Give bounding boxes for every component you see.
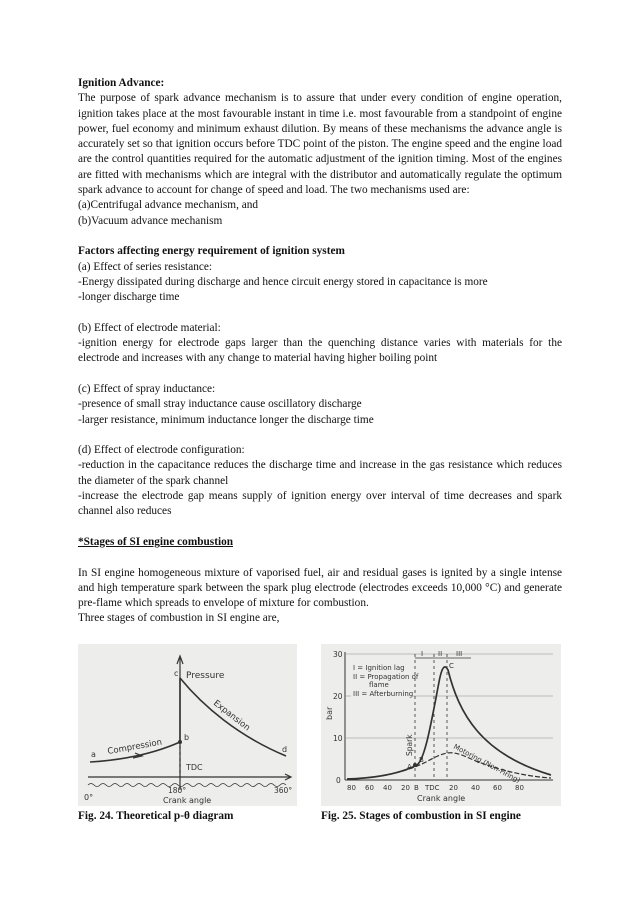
x-tick: TDC bbox=[425, 784, 440, 792]
label-expansion: Expansion bbox=[211, 698, 252, 734]
x-tick: 80 bbox=[515, 784, 524, 792]
point-a-marker bbox=[413, 763, 417, 767]
crank-axis-wave bbox=[88, 784, 286, 787]
figure-combustion-stages bbox=[321, 644, 561, 806]
ignition-advance-heading: Ignition Advance: bbox=[78, 77, 165, 89]
mechanism-item-b: (b)Vacuum advance mechanism bbox=[78, 214, 223, 227]
point-b-label: B bbox=[419, 756, 424, 764]
motoring-label: Motoring (Non-Firing) bbox=[452, 742, 522, 785]
factor-c-title: (c) Effect of spray inductance: bbox=[78, 382, 216, 395]
p-theta-svg bbox=[78, 644, 297, 806]
y-tick-30: 30 bbox=[333, 650, 343, 659]
stages-paragraph: In SI engine homogeneous mixture of vaporised fuel, air and residual gases is ignited by a single intense and high temperature spark between the spark plug electrode (electrodes exceeds 10,000 °C) and generate pre-flame which spreads to envelope of mixture for combustion. bbox=[78, 566, 562, 610]
x-tick: 80 bbox=[347, 784, 356, 792]
x-axis-label: Crank angle bbox=[417, 794, 466, 803]
point-c-label: C bbox=[449, 662, 454, 670]
factor-d-point-1: -reduction in the capacitance reduces the discharge time and increase in the gas resistance which reduces the diameter of the spark channel bbox=[78, 459, 562, 487]
point-b-label: b bbox=[184, 733, 190, 742]
figure-25-caption: Fig. 25. Stages of combustion in SI engine bbox=[321, 810, 521, 822]
combustion-stages-svg bbox=[321, 644, 561, 806]
label-crank-angle: Crank angle bbox=[163, 796, 212, 805]
factor-d-point-2: -increase the electrode gap means supply of ignition energy over interval of time decreases and spark channel also reduces bbox=[78, 490, 562, 518]
y-axis-label: bar bbox=[325, 706, 334, 720]
label-compression: Compression bbox=[106, 737, 163, 757]
ignition-advance-paragraph: The purpose of spark advance mechanism is to assure that under every condition of engine operation, ignition takes place at the most favourable instant in time i.e. most favourable from a standpoint of engine power, fuel economy and minimum exhaust dilution. By means of these mechanisms the advance angle is accurately set so that ignition occurs before TDC point of the piston. The engine speed and the engine load are the control quantities required for the automatic adjustment of the ignition timing. Most of the engines are fitted with mechanisms which are integral with the distributor and automatically regulate the optimum spark advance to account for change of speed and load. The two mechanisms used are: bbox=[78, 92, 562, 197]
x-tick: 40 bbox=[383, 784, 392, 792]
point-a-label: a bbox=[91, 750, 96, 759]
x-tick: B bbox=[414, 784, 419, 792]
stage-1-label: I bbox=[421, 650, 424, 658]
stages-intro: Three stages of combustion in SI engine are, bbox=[78, 612, 280, 625]
factor-a-point-1: -Energy dissipated during discharge and hence circuit energy stored in capacitance is more bbox=[78, 275, 488, 288]
tick-0: 0° bbox=[84, 793, 94, 802]
point-a-label: A bbox=[407, 763, 412, 771]
spark-label: Spark bbox=[405, 734, 414, 756]
y-tick-0: 0 bbox=[336, 776, 341, 785]
factor-c-point-2: -larger resistance, minimum inductance longer the discharge time bbox=[78, 413, 374, 426]
label-pressure: Pressure bbox=[186, 671, 225, 681]
stage-3-label: III bbox=[456, 650, 463, 658]
x-tick: 60 bbox=[365, 784, 374, 792]
tick-360: 360° bbox=[274, 786, 293, 795]
y-tick-20: 20 bbox=[333, 692, 343, 701]
factor-b-point-1: -ignition energy for electrode gaps larger than the quenching distance varies with materials for the electrode and increases with any change to material having higher boiling point bbox=[78, 337, 562, 365]
legend-line-2b: flame bbox=[369, 681, 389, 689]
point-d-label: d bbox=[282, 745, 288, 754]
legend-line-1: I = Ignition lag bbox=[353, 664, 405, 672]
stage-2-label: II bbox=[438, 650, 443, 658]
figure-24-caption: Fig. 24. Theoretical p-θ diagram bbox=[78, 810, 234, 822]
factor-b-title: (b) Effect of electrode material: bbox=[78, 321, 221, 334]
x-tick: 20 bbox=[401, 784, 410, 792]
x-tick: 60 bbox=[493, 784, 502, 792]
x-tick: 20 bbox=[449, 784, 458, 792]
y-tick-10: 10 bbox=[333, 734, 343, 743]
label-tdc: TDC bbox=[186, 763, 203, 772]
x-tick: 40 bbox=[471, 784, 480, 792]
point-c-label: c bbox=[174, 669, 179, 678]
factor-c-point-1: -presence of small stray inductance cause oscillatory discharge bbox=[78, 398, 362, 411]
factors-heading: Factors affecting energy requirement of ignition system bbox=[78, 245, 345, 258]
point-b-marker bbox=[178, 740, 182, 744]
stages-heading: *Stages of SI engine combustion bbox=[78, 535, 234, 548]
factor-a-point-2: -longer discharge time bbox=[78, 291, 180, 304]
legend-line-3: III = Afterburning bbox=[353, 690, 414, 698]
figure-p-theta-diagram bbox=[78, 644, 297, 806]
mechanism-item-a: (a)Centrifugal advance mechanism, and bbox=[78, 199, 259, 212]
legend-line-2: II = Propagation of bbox=[353, 673, 419, 681]
text-body bbox=[78, 76, 562, 627]
motoring-curve bbox=[347, 753, 551, 779]
factor-d-title: (d) Effect of electrode configuration: bbox=[78, 444, 245, 457]
factor-a-title: (a) Effect of series resistance: bbox=[78, 260, 213, 273]
tick-180: 180° bbox=[168, 786, 187, 795]
